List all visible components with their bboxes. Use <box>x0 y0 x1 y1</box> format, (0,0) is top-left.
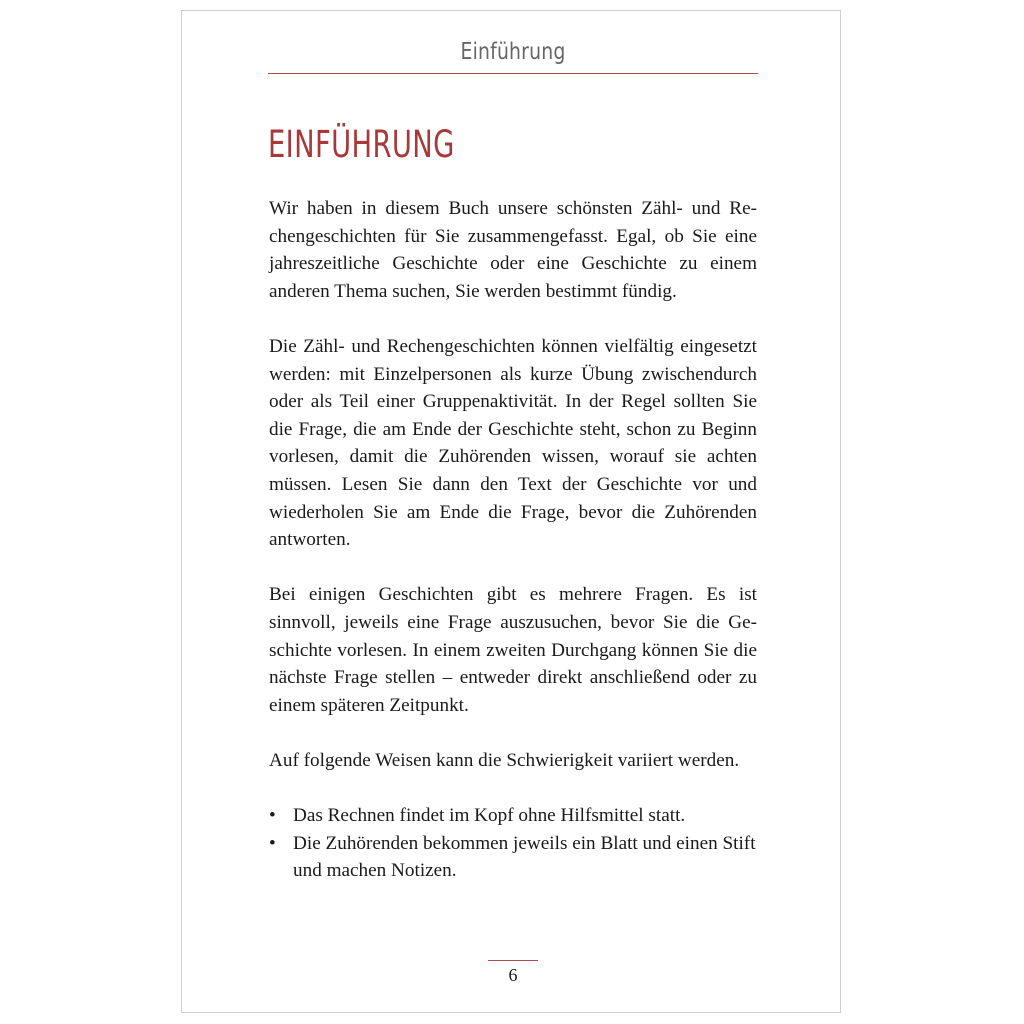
list-item <box>269 802 757 830</box>
paragraph-intro: Wir haben in diesem Buch unsere schönsten Zähl- und Rechengeschichten für Sie zusammengefasst. Egal, ob Sie eine jahreszeitliche Geschichte oder eine Geschichte zu einem anderen Thema suchen, Sie werden bestimmt fündig. <box>269 198 757 302</box>
page-number: 6 <box>508 965 518 985</box>
list-item <box>269 830 757 885</box>
paragraph-usage: Die Zähl- und Rechengeschichten können vielfältig eingesetzt werden: mit Einzelpersonen als kurze Übung zwischendurch oder als Teil einer Gruppenaktivität. In der Regel sollten Sie die Frage, die am Ende der Geschichte steht, schon zu Beginn vorlesen, damit die Zuhörenden wissen, worauf sie achten müssen. Lesen Sie dann den Text der Geschichte vor und wiederholen Sie am Ende die Frage, bevor die Zuhörenden antworten. <box>269 335 757 551</box>
bullet-icon: • <box>269 805 276 827</box>
difficulty-list <box>269 802 757 885</box>
footer-rule <box>488 960 538 961</box>
paragraph-difficulty: Auf folgende Weisen kann die Schwierigkeit variiert werden. <box>269 749 740 771</box>
body-text <box>269 195 757 885</box>
list-item-text: Die Zuhörenden bekommen jeweils ein Blatt und einen Stift und machen Notizen. <box>293 832 756 882</box>
book-page <box>181 10 841 1013</box>
bullet-icon: • <box>269 832 276 854</box>
paragraph-questions: Bei einigen Geschichten gibt es mehrere Fragen. Es ist sinnvoll, jeweils eine Frage auszusuchen, bevor Sie die Geschichte vorlesen. In einem zweiten Durchgang können Sie die nächste Frage stellen – entweder direkt anschließend oder zu einem späteren Zeitpunkt. <box>269 584 757 716</box>
list-item-text: Das Rechnen findet im Kopf ohne Hilfsmittel statt. <box>293 805 686 827</box>
running-header: Einführung <box>460 39 566 65</box>
chapter-title: EINFÜHRUNG <box>268 123 455 166</box>
header-rule <box>268 73 758 74</box>
